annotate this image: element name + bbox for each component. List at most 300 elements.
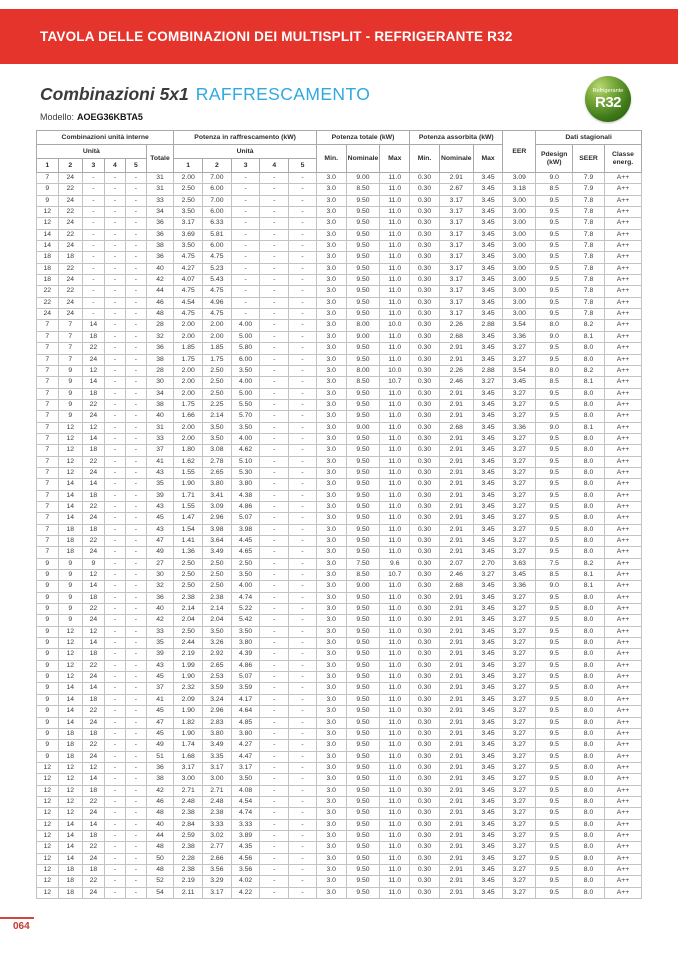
table-cell: 0.30 <box>410 740 440 751</box>
table-cell: - <box>126 263 147 274</box>
table-cell: 11.0 <box>380 422 410 433</box>
table-cell: 3.0 <box>316 558 346 569</box>
table-cell: 11.0 <box>380 524 410 535</box>
table-cell: 11.0 <box>380 592 410 603</box>
table-cell: 11.0 <box>380 195 410 206</box>
table-cell: 4.86 <box>231 660 260 671</box>
table-row <box>37 207 642 218</box>
table-cell: 14 <box>58 683 83 694</box>
table-cell: 14 <box>58 694 83 705</box>
table-cell: A++ <box>604 184 641 195</box>
table-cell: 2.00 <box>174 320 203 331</box>
table-cell: 11.0 <box>380 660 410 671</box>
table-cell: 4.74 <box>231 592 260 603</box>
table-row <box>37 184 642 195</box>
table-cell: - <box>289 343 317 354</box>
table-cell: - <box>260 830 289 841</box>
table-cell: A++ <box>604 785 641 796</box>
table-cell: - <box>260 683 289 694</box>
table-cell: 3.35 <box>203 751 232 762</box>
table-cell: 4.39 <box>231 649 260 660</box>
table-cell: 0.30 <box>410 615 440 626</box>
table-cell: 2.91 <box>439 592 473 603</box>
table-cell: 3.17 <box>439 195 473 206</box>
table-cell: - <box>104 422 126 433</box>
table-cell: - <box>260 615 289 626</box>
table-cell: 3.0 <box>316 388 346 399</box>
table-cell: 12 <box>37 864 59 875</box>
table-cell: 0.30 <box>410 570 440 581</box>
table-cell: 8.0 <box>573 842 605 853</box>
table-cell: 1.82 <box>174 717 203 728</box>
table-cell: 8.50 <box>346 570 380 581</box>
table-cell: A++ <box>604 275 641 286</box>
table-cell: 2.91 <box>439 615 473 626</box>
table-cell: 2.91 <box>439 717 473 728</box>
table-cell: 9.5 <box>536 887 573 898</box>
table-cell: 9.5 <box>536 433 573 444</box>
table-cell: 8.50 <box>346 184 380 195</box>
table-cell: - <box>104 343 126 354</box>
table-cell: 3.45 <box>473 604 503 615</box>
table-cell: 1.90 <box>174 479 203 490</box>
table-cell: A++ <box>604 365 641 376</box>
table-cell: - <box>104 218 126 229</box>
table-cell: 7.8 <box>573 195 605 206</box>
table-cell: 9.5 <box>536 536 573 547</box>
model-label: Modello: <box>40 112 75 122</box>
table-cell: 9 <box>58 592 83 603</box>
table-cell: 6.00 <box>203 184 232 195</box>
table-cell: 3.27 <box>503 536 536 547</box>
table-cell: 18 <box>83 830 105 841</box>
table-cell: 18 <box>58 876 83 887</box>
table-cell: 9.5 <box>536 467 573 478</box>
table-cell: - <box>126 184 147 195</box>
table-cell: 3.27 <box>503 740 536 751</box>
table-cell: 3.80 <box>203 479 232 490</box>
table-cell: 11.0 <box>380 649 410 660</box>
table-cell: 2.91 <box>439 751 473 762</box>
table-cell: - <box>289 501 317 512</box>
table-row <box>37 365 642 376</box>
table-cell: 0.30 <box>410 286 440 297</box>
table-cell: 3.0 <box>316 887 346 898</box>
table-cell: 3.45 <box>473 229 503 240</box>
table-cell: 9.5 <box>536 660 573 671</box>
table-cell: - <box>289 207 317 218</box>
table-cell: 9.50 <box>346 819 380 830</box>
table-row <box>37 411 642 422</box>
table-cell: - <box>126 864 147 875</box>
table-cell: 1.74 <box>174 740 203 751</box>
table-cell: 40 <box>146 604 174 615</box>
table-cell: 3.27 <box>503 479 536 490</box>
table-cell: - <box>104 354 126 365</box>
table-cell: 3.50 <box>231 365 260 376</box>
table-cell: 4.65 <box>231 547 260 558</box>
table-row <box>37 343 642 354</box>
table-cell: A++ <box>604 558 641 569</box>
table-cell: 22 <box>58 263 83 274</box>
table-cell: 3.45 <box>473 490 503 501</box>
table-cell: 11.0 <box>380 694 410 705</box>
table-cell: A++ <box>604 819 641 830</box>
table-cell: 0.30 <box>410 536 440 547</box>
table-cell: 3.00 <box>503 252 536 263</box>
col-potenza-3: 3 <box>231 159 260 173</box>
table-cell: 3.45 <box>473 649 503 660</box>
table-cell: 5.00 <box>231 331 260 342</box>
table-cell: - <box>289 728 317 739</box>
table-row <box>37 263 642 274</box>
table-cell: 3.27 <box>503 728 536 739</box>
table-cell: 9.5 <box>536 286 573 297</box>
table-cell: - <box>126 638 147 649</box>
table-cell: 7.9 <box>573 173 605 184</box>
table-cell: 3.17 <box>439 286 473 297</box>
table-cell: 9.50 <box>346 694 380 705</box>
table-cell: 8.2 <box>573 558 605 569</box>
table-cell: 46 <box>146 796 174 807</box>
table-cell: - <box>289 229 317 240</box>
table-cell: - <box>260 536 289 547</box>
table-cell: 3.45 <box>473 683 503 694</box>
table-cell: 46 <box>146 297 174 308</box>
table-cell: 5.22 <box>231 604 260 615</box>
table-cell: 10.7 <box>380 377 410 388</box>
table-cell: 0.30 <box>410 275 440 286</box>
table-cell: 22 <box>83 536 105 547</box>
table-cell: 8.0 <box>573 876 605 887</box>
table-cell: 7 <box>37 467 59 478</box>
table-row <box>37 887 642 898</box>
table-cell: 9.50 <box>346 399 380 410</box>
table-cell: 8.0 <box>536 365 573 376</box>
table-cell: 10.7 <box>380 570 410 581</box>
table-cell: 9.50 <box>346 604 380 615</box>
table-cell: 8.0 <box>573 864 605 875</box>
table-cell: 7.50 <box>346 558 380 569</box>
table-cell: 8.0 <box>573 524 605 535</box>
table-cell: - <box>260 377 289 388</box>
table-cell: 11.0 <box>380 354 410 365</box>
table-cell: 3.50 <box>203 422 232 433</box>
table-cell: 9.50 <box>346 309 380 320</box>
table-cell: 11.0 <box>380 229 410 240</box>
table-cell: 9.50 <box>346 842 380 853</box>
table-cell: 0.30 <box>410 309 440 320</box>
table-cell: 9 <box>58 570 83 581</box>
table-cell: 41 <box>146 456 174 467</box>
table-cell: 0.30 <box>410 388 440 399</box>
table-cell: 9 <box>37 570 59 581</box>
table-cell: 3.27 <box>503 433 536 444</box>
table-cell: 12 <box>37 808 59 819</box>
table-cell: 11.0 <box>380 513 410 524</box>
table-cell: 3.0 <box>316 331 346 342</box>
table-cell: - <box>83 229 105 240</box>
table-cell: 22 <box>83 343 105 354</box>
table-cell: 2.00 <box>174 365 203 376</box>
table-cell: - <box>104 819 126 830</box>
table-row <box>37 445 642 456</box>
table-cell: 11.0 <box>380 706 410 717</box>
table-cell: A++ <box>604 694 641 705</box>
table-cell: - <box>231 252 260 263</box>
table-cell: 9.5 <box>536 343 573 354</box>
table-cell: - <box>289 819 317 830</box>
table-cell: 3.00 <box>503 218 536 229</box>
table-cell: 1.99 <box>174 660 203 671</box>
table-cell: 11.0 <box>380 184 410 195</box>
table-cell: 28 <box>146 365 174 376</box>
table-cell: 0.30 <box>410 592 440 603</box>
table-cell: 27 <box>146 558 174 569</box>
table-cell: 2.71 <box>203 785 232 796</box>
table-cell: - <box>289 263 317 274</box>
table-cell: 7.8 <box>573 241 605 252</box>
table-cell: 8.0 <box>573 604 605 615</box>
table-cell: 3.45 <box>473 887 503 898</box>
table-cell: 3.0 <box>316 263 346 274</box>
table-cell: 0.30 <box>410 173 440 184</box>
table-cell: 7.8 <box>573 252 605 263</box>
table-cell: - <box>104 638 126 649</box>
table-row <box>37 626 642 637</box>
table-cell: 36 <box>146 252 174 263</box>
table-cell: - <box>289 173 317 184</box>
table-cell: 3.45 <box>473 751 503 762</box>
table-cell: 12 <box>58 445 83 456</box>
table-cell: - <box>83 173 105 184</box>
table-cell: 0.30 <box>410 184 440 195</box>
table-cell: 36 <box>146 229 174 240</box>
table-cell: - <box>289 706 317 717</box>
table-cell: - <box>126 275 147 286</box>
table-cell: 11.0 <box>380 343 410 354</box>
table-cell: 3.0 <box>316 762 346 773</box>
table-cell: 0.30 <box>410 331 440 342</box>
table-cell: - <box>231 241 260 252</box>
table-cell: 2.38 <box>174 864 203 875</box>
table-cell: 3.0 <box>316 422 346 433</box>
table-cell: 12 <box>58 638 83 649</box>
table-cell: 2.46 <box>439 570 473 581</box>
table-cell: - <box>126 887 147 898</box>
table-cell: 4.75 <box>174 252 203 263</box>
table-cell: - <box>289 570 317 581</box>
table-cell: A++ <box>604 864 641 875</box>
table-cell: 22 <box>58 184 83 195</box>
table-cell: 2.38 <box>174 842 203 853</box>
table-cell: 8.0 <box>573 626 605 637</box>
table-cell: A++ <box>604 581 641 592</box>
table-cell: - <box>231 173 260 184</box>
table-cell: 11.0 <box>380 853 410 864</box>
table-cell: 2.65 <box>203 660 232 671</box>
table-cell: - <box>104 547 126 558</box>
table-cell: - <box>260 263 289 274</box>
table-cell: - <box>126 354 147 365</box>
table-cell: 3.50 <box>231 626 260 637</box>
table-cell: - <box>83 207 105 218</box>
table-cell: 3.0 <box>316 173 346 184</box>
table-cell: - <box>126 207 147 218</box>
table-cell: 48 <box>146 842 174 853</box>
table-cell: 11.0 <box>380 808 410 819</box>
table-cell: 3.27 <box>503 808 536 819</box>
table-cell: 3.0 <box>316 830 346 841</box>
table-cell: - <box>260 638 289 649</box>
table-cell: 14 <box>83 320 105 331</box>
table-cell: 2.91 <box>439 343 473 354</box>
table-cell: - <box>289 388 317 399</box>
table-cell: 12 <box>37 887 59 898</box>
table-cell: 2.00 <box>203 331 232 342</box>
table-cell: 7 <box>58 354 83 365</box>
table-cell: 8.1 <box>573 331 605 342</box>
table-cell: - <box>126 751 147 762</box>
table-cell: - <box>260 343 289 354</box>
table-cell: 38 <box>146 399 174 410</box>
table-cell: 3.17 <box>439 275 473 286</box>
table-cell: 9.00 <box>346 331 380 342</box>
table-cell: - <box>126 876 147 887</box>
table-cell: - <box>126 377 147 388</box>
table-cell: 3.0 <box>316 354 346 365</box>
table-cell: - <box>289 672 317 683</box>
table-cell: 9 <box>37 660 59 671</box>
table-cell: 9.50 <box>346 672 380 683</box>
table-cell: 2.88 <box>473 365 503 376</box>
table-cell: - <box>260 195 289 206</box>
table-cell: 3.80 <box>231 728 260 739</box>
table-cell: - <box>260 218 289 229</box>
table-cell: 1.75 <box>203 354 232 365</box>
table-cell: 11.0 <box>380 241 410 252</box>
table-cell: 3.45 <box>473 252 503 263</box>
table-cell: - <box>104 263 126 274</box>
table-cell: - <box>126 717 147 728</box>
table-cell: 3.0 <box>316 717 346 728</box>
table-cell: 2.91 <box>439 864 473 875</box>
table-cell: 4.45 <box>231 536 260 547</box>
table-cell: 7 <box>37 320 59 331</box>
col-potenza-1: 1 <box>174 159 203 173</box>
table-cell: 11.0 <box>380 751 410 762</box>
table-cell: 0.30 <box>410 513 440 524</box>
table-row <box>37 309 642 320</box>
table-cell: 4.00 <box>231 581 260 592</box>
table-cell: 39 <box>146 649 174 660</box>
table-cell: 8.0 <box>573 456 605 467</box>
table-cell: 3.0 <box>316 184 346 195</box>
group-potenza-totale: Potenza totale (kW) <box>316 131 409 145</box>
table-cell: 8.2 <box>573 365 605 376</box>
table-cell: 2.38 <box>174 808 203 819</box>
table-cell: - <box>260 467 289 478</box>
table-cell: 9.5 <box>536 297 573 308</box>
table-cell: 11.0 <box>380 604 410 615</box>
table-cell: 45 <box>146 706 174 717</box>
table-cell: 0.30 <box>410 195 440 206</box>
table-cell: 3.17 <box>174 218 203 229</box>
table-cell: - <box>289 694 317 705</box>
table-cell: 2.91 <box>439 399 473 410</box>
table-cell: 3.17 <box>439 218 473 229</box>
table-cell: 8.0 <box>573 490 605 501</box>
col-totale-nominale: Nominale <box>346 145 380 173</box>
table-cell: 24 <box>58 218 83 229</box>
table-row <box>37 706 642 717</box>
table-cell: 0.30 <box>410 365 440 376</box>
table-cell: - <box>104 706 126 717</box>
table-cell: 14 <box>58 717 83 728</box>
table-cell: 3.45 <box>473 456 503 467</box>
table-cell: 14 <box>58 853 83 864</box>
table-cell: 3.27 <box>503 683 536 694</box>
heading-raffrescamento: RAFFRESCAMENTO <box>195 84 371 104</box>
table-cell: A++ <box>604 842 641 853</box>
table-cell: 2.50 <box>174 195 203 206</box>
table-cell: 3.0 <box>316 207 346 218</box>
table-cell: 22 <box>58 207 83 218</box>
table-cell: 2.91 <box>439 547 473 558</box>
table-cell: 11.0 <box>380 218 410 229</box>
table-cell: 2.91 <box>439 762 473 773</box>
table-cell: - <box>260 275 289 286</box>
table-cell: 2.48 <box>203 796 232 807</box>
table-cell: 0.30 <box>410 377 440 388</box>
table-cell: A++ <box>604 683 641 694</box>
table-cell: 9.50 <box>346 660 380 671</box>
table-cell: 18 <box>83 592 105 603</box>
table-cell: 3.27 <box>503 626 536 637</box>
table-cell: 18 <box>58 536 83 547</box>
table-cell: - <box>104 581 126 592</box>
table-cell: 11.0 <box>380 830 410 841</box>
table-cell: - <box>289 445 317 456</box>
table-cell: 2.84 <box>174 819 203 830</box>
table-cell: - <box>126 173 147 184</box>
table-cell: - <box>126 365 147 376</box>
table-cell: 22 <box>37 297 59 308</box>
table-cell: 3.45 <box>473 184 503 195</box>
table-cell: A++ <box>604 467 641 478</box>
table-cell: A++ <box>604 774 641 785</box>
table-cell: - <box>260 887 289 898</box>
table-cell: 36 <box>146 218 174 229</box>
table-cell: - <box>126 229 147 240</box>
table-cell: A++ <box>604 626 641 637</box>
table-cell: 41 <box>146 694 174 705</box>
table-cell: - <box>289 547 317 558</box>
table-cell: - <box>260 365 289 376</box>
table-row <box>37 501 642 512</box>
table-cell: - <box>231 297 260 308</box>
table-cell: - <box>104 604 126 615</box>
table-cell: 9.5 <box>536 524 573 535</box>
table-cell: - <box>260 740 289 751</box>
table-cell: 2.07 <box>439 558 473 569</box>
table-cell: 8.5 <box>536 570 573 581</box>
table-cell: 7 <box>37 173 59 184</box>
table-cell: 2.38 <box>174 592 203 603</box>
table-cell: A++ <box>604 173 641 184</box>
table-cell: 9.50 <box>346 286 380 297</box>
table-cell: - <box>126 218 147 229</box>
